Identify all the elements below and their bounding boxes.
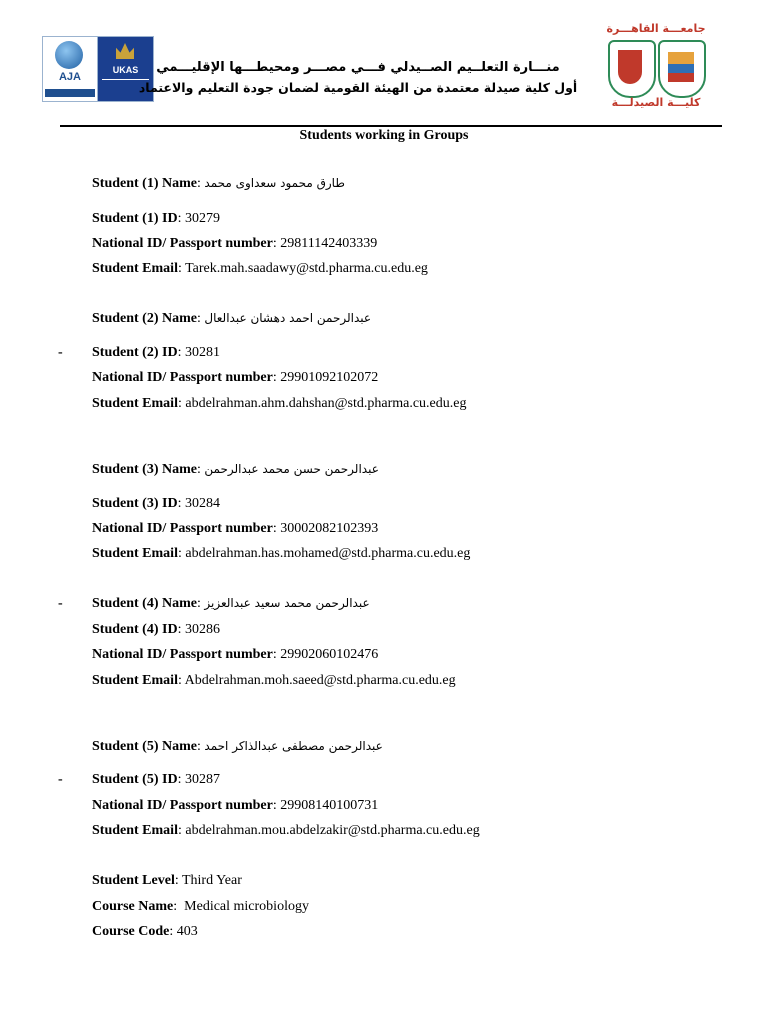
page-header (0, 0, 768, 130)
student-3-nid-label: National ID/ Passport number (92, 521, 273, 536)
course-code-line: Course Code: 403 (92, 924, 198, 939)
student-5-name-label: Student (5) Name (92, 739, 197, 754)
student-3-id-label: Student (3) ID (92, 496, 178, 511)
student-5-name-value: عبدالرحمن مصطفى عبدالذاكر احمد (204, 739, 383, 753)
student-1-id-value: 30279 (184, 211, 220, 226)
faculty-logo (606, 22, 706, 118)
student-5-id-line: Student (5) ID: 30287 (92, 772, 220, 787)
course-code-value: 403 (176, 924, 198, 939)
student-4-id-value: 30286 (184, 622, 220, 637)
student-5-email-label: Student Email (92, 823, 178, 838)
student-5-id-value: 30287 (184, 772, 220, 787)
aja-logo (43, 37, 98, 101)
faculty-caption: كليـــة الصيدلـــة (611, 96, 701, 109)
page-title: Students working in Groups (299, 128, 469, 143)
globe-icon (55, 41, 83, 69)
bullet-dash-3: - (58, 772, 63, 787)
student-5-email-value: abdelrahman.mou.abdelzakir@std.pharma.cu.edu.eg (185, 823, 480, 838)
student-2-email-line: Student Email: abdelrahman.ahm.dahshan@std.pharma.cu.edu.eg (92, 396, 467, 411)
university-shield-icon (658, 40, 706, 98)
student-3-email-label: Student Email (92, 546, 178, 561)
student-2-email-value: abdelrahman.ahm.dahshan@std.pharma.cu.edu.eg (185, 396, 467, 411)
student-4-email-line: Student Email: Abdelrahman.moh.saeed@std.pharma.cu.edu.eg (92, 673, 456, 688)
header-divider (60, 125, 722, 127)
student-5-nid-value: 29908140100731 (280, 798, 379, 813)
student-3-name-label: Student (3) Name (92, 462, 197, 477)
student-4-name-label: Student (4) Name (92, 596, 197, 611)
student-5-id-label: Student (5) ID (92, 772, 178, 787)
student-5-email-line: Student Email: abdelrahman.mou.abdelzakir@std.pharma.cu.edu.eg (92, 823, 480, 838)
aja-logo-text: AJA (58, 71, 81, 83)
crown-icon (116, 43, 134, 59)
student-1-id-label: Student (1) ID (92, 211, 178, 226)
student-4-email-value: Abdelrahman.moh.saeed@std.pharma.cu.edu.eg (184, 673, 456, 688)
course-name-label: Course Name (92, 899, 174, 914)
student-2-email-label: Student Email (92, 396, 178, 411)
university-caption: جامعـــة القاهـــرة (606, 22, 706, 35)
student-1-nid-value: 29811142403339 (280, 236, 378, 251)
student-3-id-line: Student (3) ID: 30284 (92, 496, 220, 511)
student-3-name-line: Student (3) Name: عبدالرحمن حسن محمد عبدالرحمن (92, 462, 379, 477)
student-3-nid-value: 30002082102393 (280, 521, 379, 536)
student-1-email-value: Tarek.mah.saadawy@std.pharma.cu.edu.eg (185, 261, 428, 276)
student-1-id-line: Student (1) ID: 30279 (92, 211, 220, 226)
student-5-name-line: Student (5) Name: عبدالرحمن مصطفى عبدالذاكر احمد (92, 739, 383, 754)
student-4-nid-value: 29902060102476 (280, 647, 379, 662)
student-3-nid-line: National ID/ Passport number: 30002082102393 (92, 521, 379, 536)
student-5-nid-label: National ID/ Passport number (92, 798, 273, 813)
student-1-name-line: Student (1) Name: طارق محمود سعداوى محمد (92, 176, 345, 191)
student-1-nid-label: National ID/ Passport number (92, 236, 273, 251)
student-level-line: Student Level: Third Year (92, 873, 242, 888)
course-name-line: Course Name: Medical microbiology (92, 899, 309, 914)
student-level-value: Third Year (181, 873, 242, 888)
student-4-nid-label: National ID/ Passport number (92, 647, 273, 662)
student-3-email-line: Student Email: abdelrahman.has.mohamed@std.pharma.cu.edu.eg (92, 546, 471, 561)
student-2-name-line: Student (2) Name: عبدالرحمن احمد دهشان عبدالعال (92, 311, 372, 326)
header-arabic-title (138, 58, 578, 98)
student-2-id-value: 30281 (184, 345, 220, 360)
ukas-logo-text: UKAS (112, 65, 139, 75)
bullet-dash-2: - (58, 596, 63, 611)
student-3-email-value: abdelrahman.has.mohamed@std.pharma.cu.edu.eg (185, 546, 471, 561)
student-5-nid-line: National ID/ Passport number: 29908140100731 (92, 798, 379, 813)
pharmacy-shield-icon (608, 40, 656, 98)
student-4-id-line: Student (4) ID: 30286 (92, 622, 220, 637)
student-4-name-value: عبدالرحمن محمد سعيد عبدالعزيز (204, 596, 370, 610)
student-4-nid-line: National ID/ Passport number: 29902060102476 (92, 647, 379, 662)
student-2-name-label: Student (2) Name (92, 311, 197, 326)
student-2-name-value: عبدالرحمن احمد دهشان عبدالعال (204, 311, 372, 325)
student-2-nid-value: 29901092102072 (280, 370, 379, 385)
student-1-email-label: Student Email (92, 261, 178, 276)
course-code-label: Course Code (92, 924, 170, 939)
student-1-nid-line: National ID/ Passport number: 29811142403339 (92, 236, 378, 251)
student-4-name-line: Student (4) Name: عبدالرحمن محمد سعيد عبدالعزيز (92, 596, 370, 611)
student-1-email-line: Student Email: Tarek.mah.saadawy@std.pharma.cu.edu.eg (92, 261, 428, 276)
student-2-id-label: Student (2) ID (92, 345, 178, 360)
student-1-name-label: Student (1) Name (92, 176, 197, 191)
student-2-nid-line: National ID/ Passport number: 29901092102072 (92, 370, 379, 385)
bullet-dash-1: - (58, 345, 63, 360)
aja-logo-band (45, 89, 95, 97)
student-3-name-value: عبدالرحمن حسن محمد عبدالرحمن (204, 462, 379, 476)
student-2-id-line: Student (2) ID: 30281 (92, 345, 220, 360)
header-line-2: أول كلية صيدلة معتمدة من الهيئة القومية لضمان جودة التعليم والاعتماد (138, 80, 578, 95)
student-1-name-value: طارق محمود سعداوى محمد (204, 176, 345, 190)
header-line-1: منـــارة التعلــيم الصــيدلي فـــي مصـــر ومحيطـــها الإقليـــمي (156, 60, 560, 75)
course-name-value: Medical microbiology (180, 899, 309, 914)
student-level-label: Student Level (92, 873, 175, 888)
student-4-email-label: Student Email (92, 673, 178, 688)
student-3-id-value: 30284 (184, 496, 220, 511)
student-2-nid-label: National ID/ Passport number (92, 370, 273, 385)
student-4-id-label: Student (4) ID (92, 622, 178, 637)
